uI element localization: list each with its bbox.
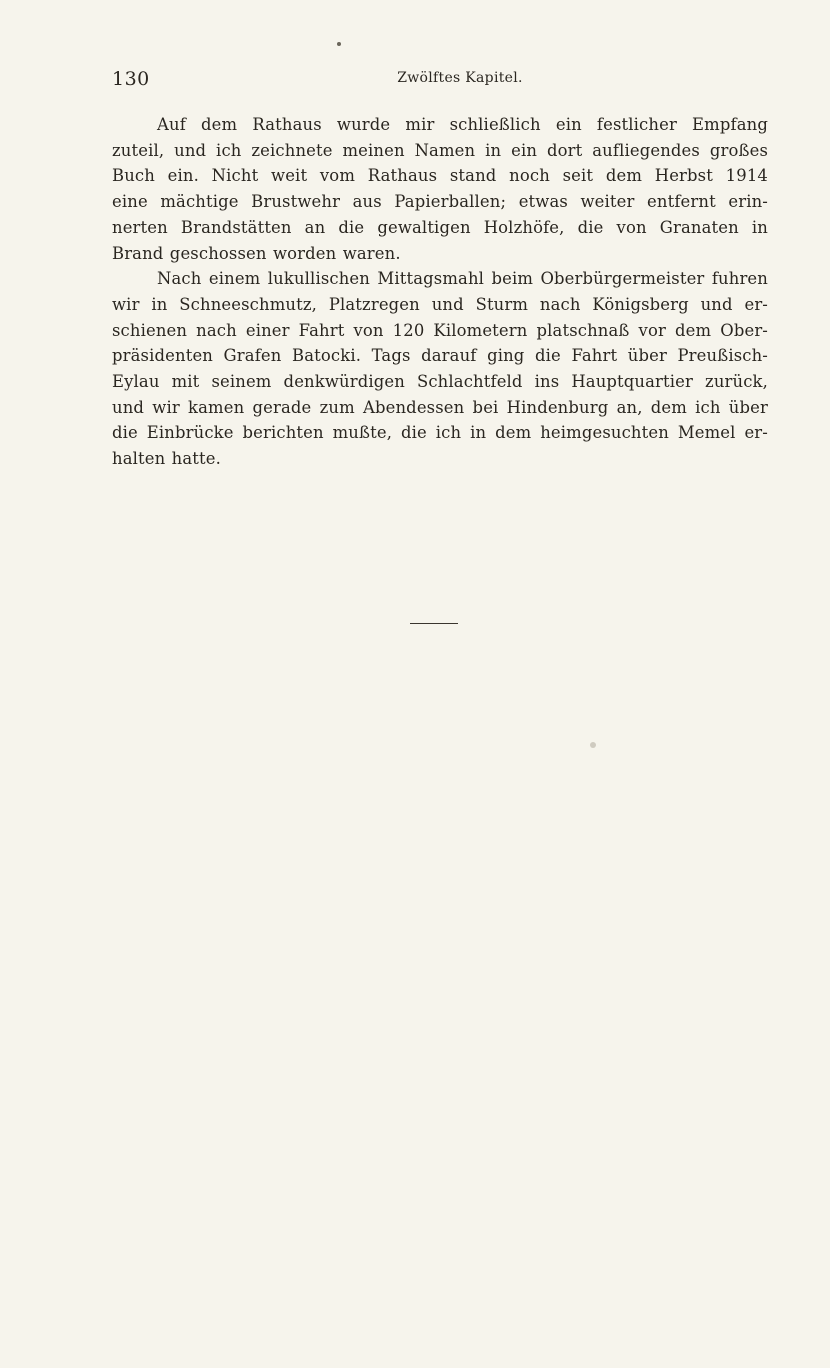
text-line: präsidenten Grafen Batocki. Tags darauf ging die Fahrt über Preußisch- xyxy=(112,346,768,366)
page-header xyxy=(112,68,768,92)
text-line: zuteil, und ich zeichnete meinen Namen in ein dort aufliegendes großes xyxy=(112,140,768,160)
text-line: wir in Schneeschmutz, Platzregen und Sturm nach Königsberg und er- xyxy=(112,294,768,314)
text-line: die Einbrücke berichten mußte, die ich in dem heimgesuchten Memel er- xyxy=(112,423,768,443)
running-title: Zwölftes Kapitel. xyxy=(397,70,523,86)
paragraph-2 xyxy=(112,266,768,472)
text-line: halten hatte. xyxy=(112,449,221,469)
text-line: Nach einem lukullischen Mittagsmahl beim Oberbürgermeister fuhren xyxy=(157,269,768,289)
ink-speck xyxy=(337,42,341,46)
text-line: nerten Brandstätten an die gewaltigen Holzhöfe, die von Granaten in xyxy=(112,217,768,237)
text-line: und wir kamen gerade zum Abendessen bei Hindenburg an, dem ich über xyxy=(112,397,768,417)
text-line: schienen nach einer Fahrt von 120 Kilometern platschnaß vor dem Ober- xyxy=(112,320,768,340)
text-line: Buch ein. Nicht weit vom Rathaus stand noch seit dem Herbst 1914 xyxy=(112,166,768,186)
section-end-rule xyxy=(410,623,458,624)
paragraph-1 xyxy=(112,112,768,266)
text-line: Eylau mit seinem denkwürdigen Schlachtfeld ins Hauptquartier zurück, xyxy=(112,372,768,392)
text-line: Auf dem Rathaus wurde mir schließlich ein festlicher Empfang xyxy=(157,115,768,134)
text-line: Brand geschossen worden waren. xyxy=(112,243,401,263)
page-number: 130 xyxy=(112,68,150,90)
body-text xyxy=(112,112,768,472)
text-line: eine mächtige Brustwehr aus Papierballen; etwas weiter entfernt erin- xyxy=(112,192,768,212)
paper-blemish xyxy=(590,742,596,748)
